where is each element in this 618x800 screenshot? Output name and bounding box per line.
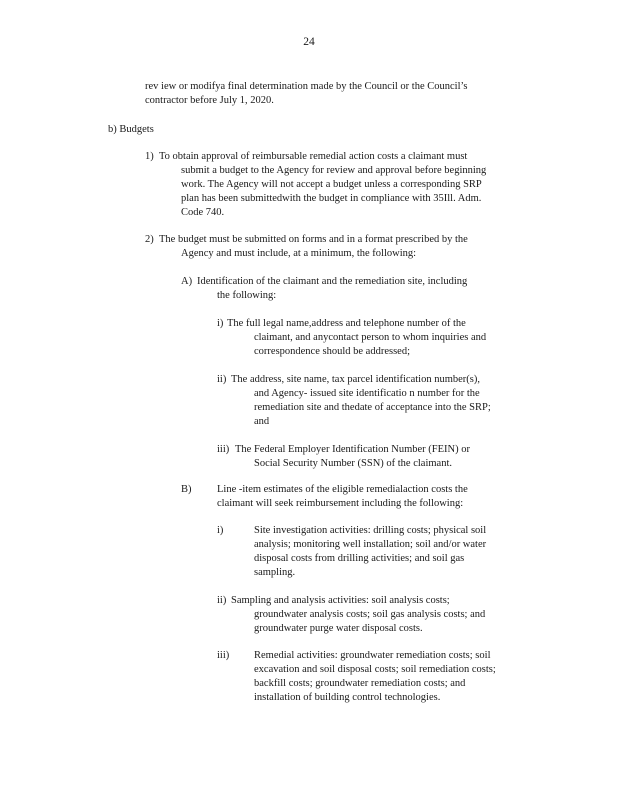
item-b-iii-text <box>254 649 524 705</box>
item-a-i-line: claimant, and anycontact person to whom inquiries and <box>254 332 487 343</box>
item-2-line: Agency and must include, at a minimum, the following: <box>181 248 417 259</box>
item-b-i-line: disposal costs from drilling activities; and soil gas <box>254 553 465 564</box>
item-a-label: A) <box>181 276 193 287</box>
item-a-line: Identification of the claimant and the remediation site, including <box>197 276 468 287</box>
item-a-i-line: correspondence should be addressed; <box>254 346 410 357</box>
item-a-iii-line: Social Security Number (SSN) of the claimant. <box>254 458 452 469</box>
item-a-text <box>197 275 507 303</box>
item-b-ii-line: groundwater analysis costs; soil gas analysis costs; and <box>254 609 486 620</box>
item-a-i-line: The full legal name,address and telephone number of the <box>227 318 466 329</box>
item-b-i-line: sampling. <box>254 567 296 578</box>
item-b-iii-line: installation of building control technologies. <box>254 692 441 703</box>
item-1-line: plan has been submittedwith the budget in compliance with 35Ill. Adm. <box>181 193 482 204</box>
item-b-ii-label: ii) <box>217 595 227 606</box>
intro-line: rev iew or modifya final determination made by the Council or the Council’s <box>145 81 468 92</box>
item-a-iii-line: The Federal Employer Identification Number (FEIN) or <box>235 444 471 455</box>
item-b-line: claimant will seek reimbursement including the following: <box>217 498 464 509</box>
page-number: 24 <box>303 36 315 48</box>
item-1-line: work. The Agency will not accept a budget unless a corresponding SRP <box>181 179 482 190</box>
section-heading: b) Budgets <box>108 124 154 135</box>
item-b-text <box>217 483 517 511</box>
item-2-line: The budget must be submitted on forms and in a format prescribed by the <box>159 234 468 245</box>
item-b-iii-line: Remedial activities: groundwater remediation costs; soil <box>254 650 491 661</box>
item-b-i-line: Site investigation activities: drilling costs; physical soil <box>254 525 487 536</box>
item-a-ii-label: ii) <box>217 374 227 385</box>
item-1-label: 1) <box>145 151 154 162</box>
item-b-i-label: i) <box>217 525 224 536</box>
item-1-line: To obtain approval of reimbursable remedial action costs a claimant must <box>159 151 468 162</box>
item-a-ii-line: and Agency- issued site identificatio n number for the <box>254 388 480 399</box>
item-b-i-text <box>254 524 522 580</box>
item-2-text <box>159 233 519 261</box>
item-a-iii-label: iii) <box>217 444 230 455</box>
item-2-label: 2) <box>145 234 154 245</box>
item-b-line: Line -item estimates of the eligible remedialaction costs the <box>217 484 468 495</box>
item-a-iii-text <box>235 443 515 471</box>
item-1-text <box>159 150 525 220</box>
intro-line: contractor before July 1, 2020. <box>145 95 274 106</box>
item-a-ii-text <box>231 373 523 429</box>
intro-paragraph <box>145 80 505 108</box>
item-b-ii-line: Sampling and analysis activities: soil analysis costs; <box>231 595 450 606</box>
item-a-ii-line: The address, site name, tax parcel identification number(s), <box>231 374 480 385</box>
item-b-iii-line: excavation and soil disposal costs; soil remediation costs; <box>254 664 496 675</box>
item-a-i-label: i) <box>217 318 224 329</box>
item-b-iii-label: iii) <box>217 650 230 661</box>
item-1-line: Code 740. <box>181 207 225 218</box>
item-b-i-line: analysis; monitoring well installation; soil and/or water <box>254 539 487 550</box>
item-a-ii-line: and <box>254 416 270 427</box>
item-b-ii-line: groundwater purge water disposal costs. <box>254 623 423 634</box>
item-a-ii-line: remediation site and thedate of acceptance into the SRP; <box>254 402 491 413</box>
item-b-iii-line: backfill costs; groundwater remediation costs; and <box>254 678 466 689</box>
item-a-i-text <box>227 317 522 359</box>
item-1-line: submit a budget to the Agency for review and approval before beginning <box>181 165 487 176</box>
item-a-line: the following: <box>217 290 277 301</box>
item-b-ii-text <box>231 594 523 636</box>
item-b-label: B) <box>181 484 192 495</box>
